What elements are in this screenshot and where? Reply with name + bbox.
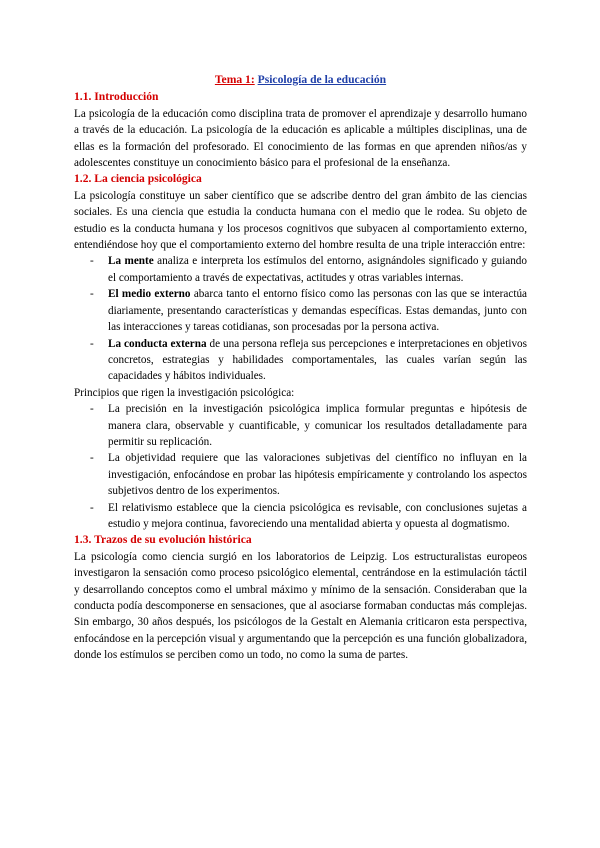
list-item-text: analiza e interpreta los estímulos del entorno, asignándoles significado y guiando el comportamiento a través de expectativas, actitudes y otras variables internas. bbox=[108, 255, 527, 284]
list-item-text: abarca tanto el entorno físico como las personas con las que se interactúa diariamente, presentando características y demandas específicas. Estas demandas, junto con las interacciones y tareas cotidianas, son procesadas por la persona activa. bbox=[108, 288, 527, 334]
page-title bbox=[74, 72, 527, 88]
list-item-bold: La conducta externa bbox=[108, 337, 207, 350]
principles-intro: Principios que rigen la investigación psicológica: bbox=[74, 386, 295, 399]
list-item-bold: El medio externo bbox=[108, 288, 191, 301]
section-heading-intro: 1.1. Introducción bbox=[74, 90, 159, 104]
historia-paragraph: La psicología como ciencia surgió en los laboratorios de Leipzig. Los estructuralistas europeos investigaron la sensación como proceso psicológico elemental, centrándose en la estimulación táctil y desarrollando conceptos como el umbral máximo y mínimo de la sensación. Consideraban que la conducta podía descomponerse en sensaciones, que al asociarse formaban conductas más complejas. Sin embargo, 30 años después, los psicólogos de la Gestalt en Alemania criticaron esta perspectiva, enfocándose en la percepción visual y argumentando que la percepción es una función globalizadora, donde los estímulos se perciben como un todo, no como la suma de partes. bbox=[74, 550, 527, 662]
document-page bbox=[74, 72, 527, 664]
ciencia-paragraph: La psicología constituye un saber científico que se adscribe dentro del gran ámbito de las ciencias sociales. Es una ciencia que estudia la conducta humana con el medio que le rodea. Su objeto de estudio es la conducta humana y los procesos cognitivos que subyacen al comportamiento externo, entendiéndose hoy que el comportamiento externo del hombre resulta de una triple interacción entre: bbox=[74, 189, 527, 252]
list-item bbox=[74, 286, 527, 335]
intro-paragraph: La psicología de la educación como disciplina trata de promover el aprendizaje y desarrollo humano a través de la educación. La psicología de la educación es aplicable a múltiples disciplinas, una de ellas es la formación del profesorado. El conocimiento de las formas en que aprenden niños/as y adolescentes constituye un conocimiento básico para el profesional de la enseñanza. bbox=[74, 107, 527, 170]
dash-marker: - bbox=[90, 452, 94, 465]
list-item bbox=[74, 336, 527, 385]
dash-marker: - bbox=[90, 288, 94, 301]
principles-list bbox=[74, 401, 527, 532]
dash-marker: - bbox=[90, 337, 94, 350]
list-item bbox=[74, 401, 527, 450]
list-item bbox=[74, 253, 527, 286]
title-prefix: Tema 1: bbox=[214, 73, 255, 86]
dash-marker: - bbox=[90, 403, 94, 416]
list-item-text: La objetividad requiere que las valoraciones subjetivas del científico no influyan en la investigación, enfocándose en probar las hipótesis empíricamente y controlando los aspectos subjetivos dentro de los experimentos. bbox=[108, 452, 527, 498]
list-item bbox=[74, 450, 527, 499]
list-item-bold: La mente bbox=[108, 255, 154, 268]
list-item-text: de una persona refleja sus percepciones e interpretaciones en objetivos concretos, estrategias y habilidades comportamentales, las cuales varían según las capacidades y hábitos individuales. bbox=[108, 337, 527, 383]
list-item-text: La precisión en la investigación psicológica implica formular preguntas e hipótesis de manera clara, observable y cuantificable, y comunicar los resultados detalladamente para permitir su replicación. bbox=[108, 403, 527, 448]
section-heading-ciencia: 1.2. La ciencia psicológica bbox=[74, 172, 202, 186]
interaction-list bbox=[74, 253, 527, 384]
list-item bbox=[74, 500, 527, 533]
list-item-text: El relativismo establece que la ciencia psicológica es revisable, con conclusiones sujetas a estudio y mejora continua, favoreciendo una mentalidad abierta y opuesta al dogmatismo. bbox=[108, 501, 527, 530]
section-heading-historia: 1.3. Trazos de su evolución histórica bbox=[74, 533, 252, 547]
dash-marker: - bbox=[90, 501, 94, 514]
title-main: Psicología de la educación bbox=[257, 73, 387, 86]
dash-marker: - bbox=[90, 255, 94, 268]
